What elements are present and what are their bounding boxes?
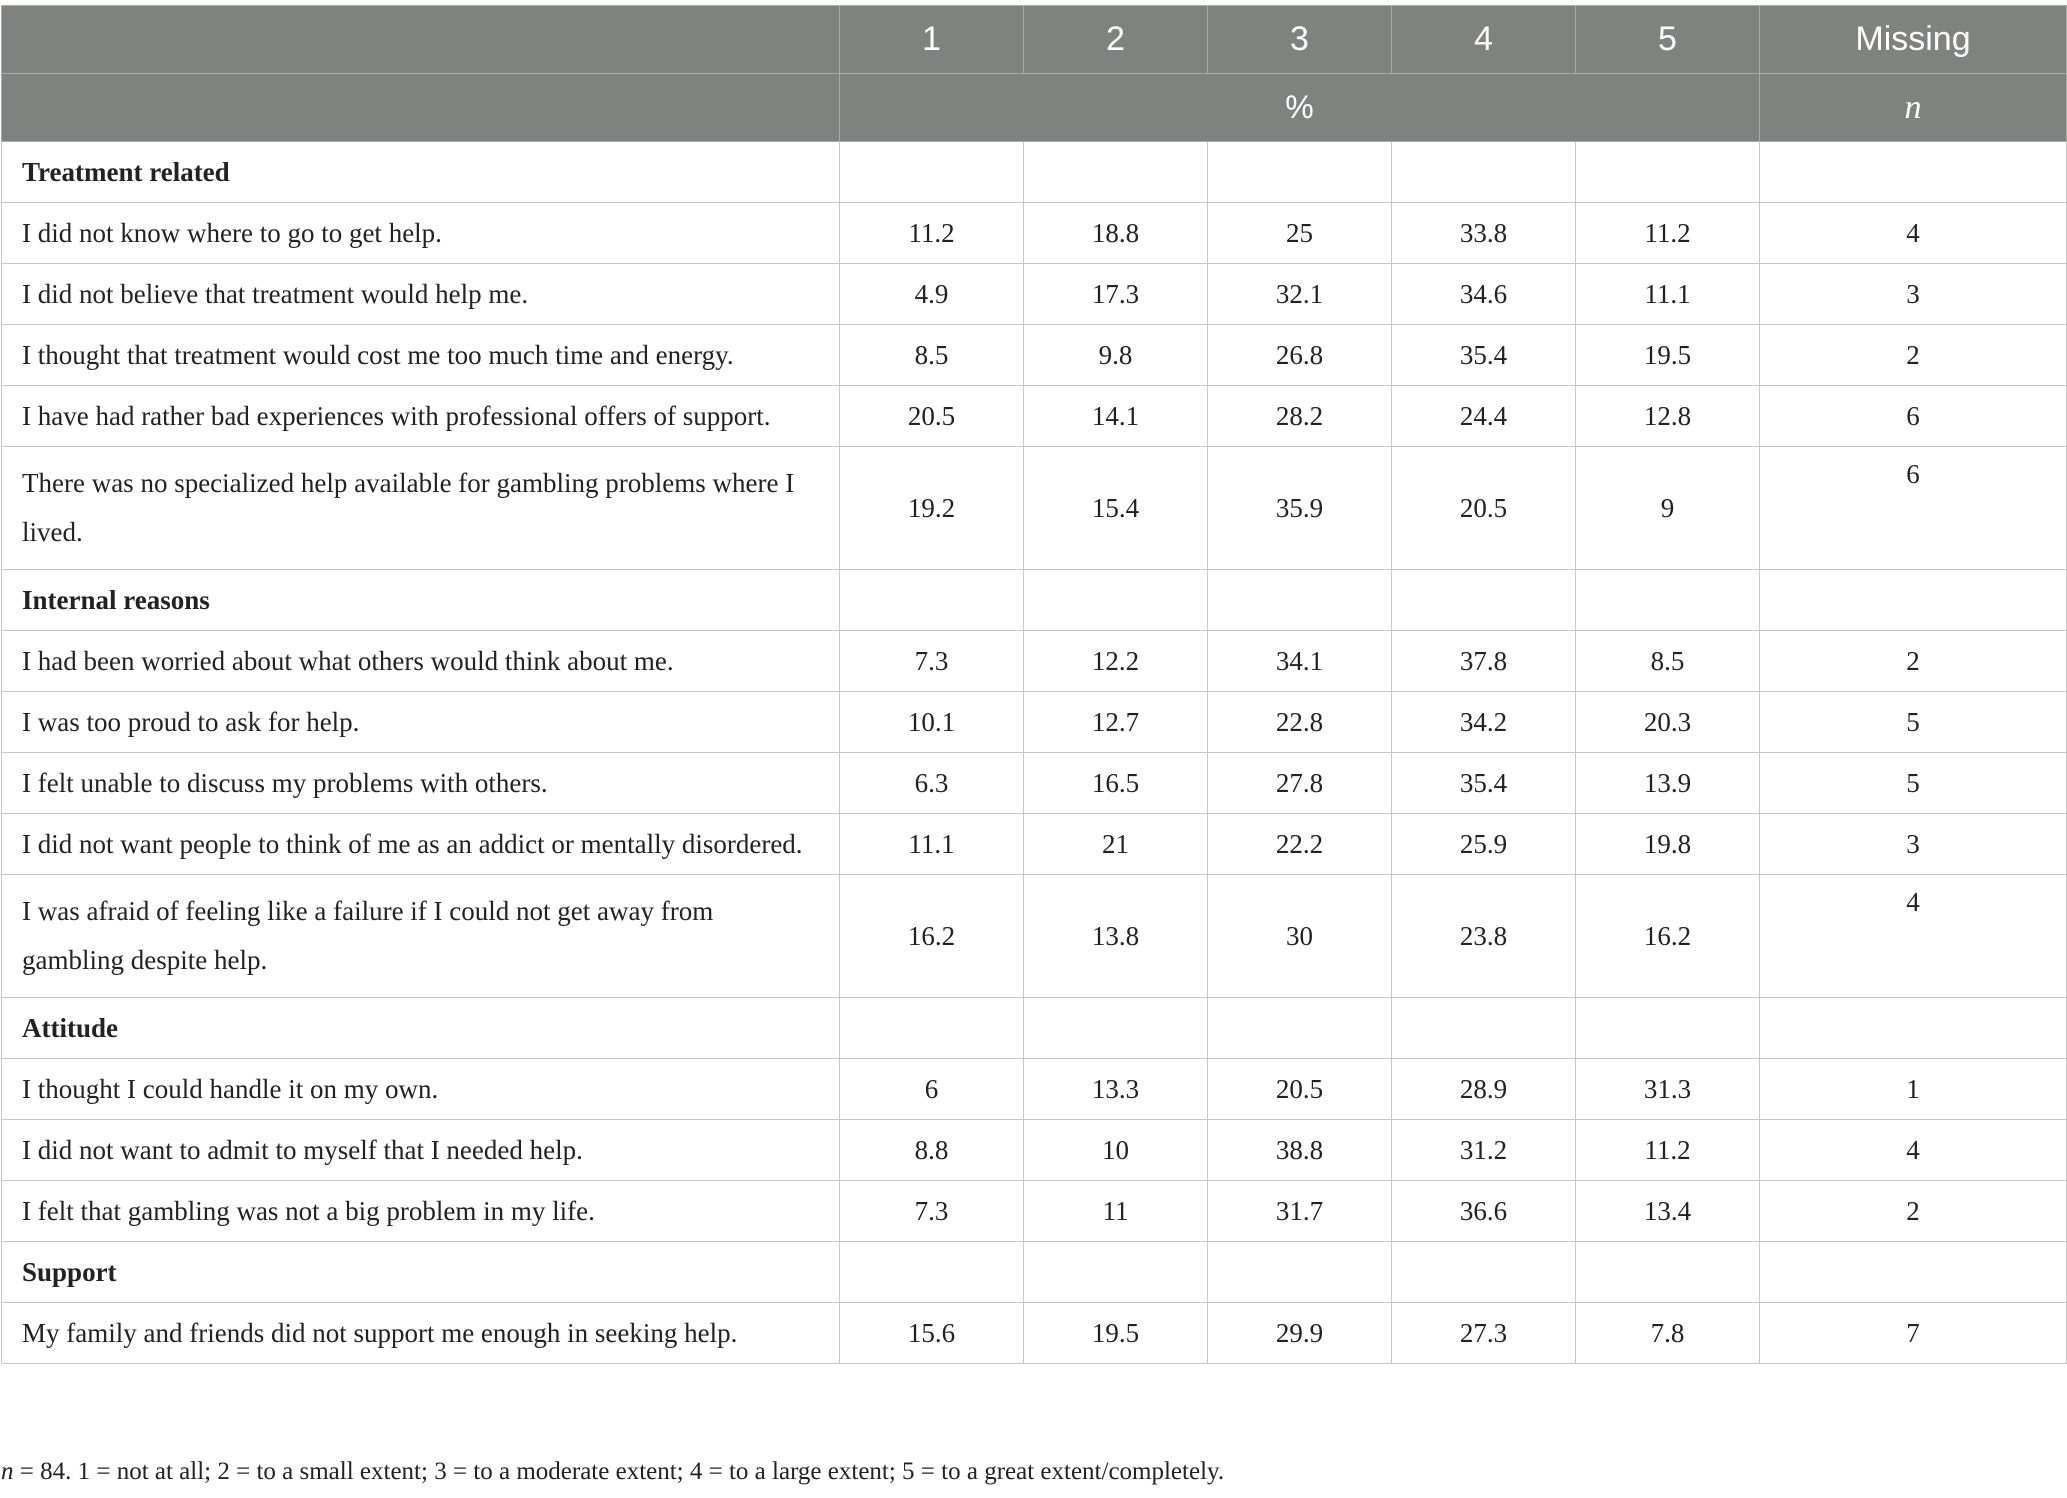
header-row-scale [2,6,2067,74]
missing-cell: 2 [1760,1181,2067,1242]
empty-cell [840,570,1024,631]
value-cell-1: 11.1 [840,814,1024,875]
row-label: My family and friends did not support me enough in seeking help. [2,1303,840,1364]
value-cell-2: 19.5 [1024,1303,1208,1364]
value-cell-3: 34.1 [1208,631,1392,692]
section-title: Attitude [2,998,840,1059]
results-table-container [1,5,2066,1364]
missing-cell: 2 [1760,631,2067,692]
header-n: n [1760,74,2067,142]
missing-cell: 7 [1760,1303,2067,1364]
value-cell-1: 8.8 [840,1120,1024,1181]
value-cell-1: 11.2 [840,203,1024,264]
value-cell-3: 22.2 [1208,814,1392,875]
value-cell-2: 16.5 [1024,753,1208,814]
missing-cell: 4 [1760,203,2067,264]
value-cell-1: 16.2 [840,875,1024,998]
missing-cell: 6 [1760,447,2067,570]
table-row [2,264,2067,325]
value-cell-5: 19.8 [1576,814,1760,875]
table-row [2,1303,2067,1364]
table-row [2,1059,2067,1120]
row-label: I did not want people to think of me as an addict or mentally disordered. [2,814,840,875]
empty-cell [1576,142,1760,203]
empty-cell [1576,570,1760,631]
section-row [2,570,2067,631]
table-row [2,875,2067,998]
empty-cell [1208,998,1392,1059]
empty-cell [1208,142,1392,203]
table-row [2,1181,2067,1242]
empty-cell [1576,998,1760,1059]
value-cell-4: 23.8 [1392,875,1576,998]
header-cell-2: 2 [1024,6,1208,74]
value-cell-3: 38.8 [1208,1120,1392,1181]
value-cell-2: 17.3 [1024,264,1208,325]
header-cell-missing: Missing [1760,6,2067,74]
value-cell-1: 7.3 [840,631,1024,692]
footnote-text: = 84. 1 = not at all; 2 = to a small extent; 3 = to a moderate extent; 4 = to a large extent; 5 = to a great extent/completely. [13,1458,1225,1485]
value-cell-4: 35.4 [1392,753,1576,814]
empty-cell [1024,142,1208,203]
section-row [2,1242,2067,1303]
value-cell-4: 36.6 [1392,1181,1576,1242]
row-label: There was no specialized help available for gambling problems where I lived. [2,447,840,570]
missing-cell: 5 [1760,753,2067,814]
missing-cell: 3 [1760,814,2067,875]
value-cell-5: 19.5 [1576,325,1760,386]
row-label: I thought that treatment would cost me too much time and energy. [2,325,840,386]
value-cell-2: 11 [1024,1181,1208,1242]
header-cell-5: 5 [1576,6,1760,74]
value-cell-3: 22.8 [1208,692,1392,753]
header-percent: % [840,74,1760,142]
missing-cell: 1 [1760,1059,2067,1120]
value-cell-2: 14.1 [1024,386,1208,447]
missing-cell: 6 [1760,386,2067,447]
table-row [2,447,2067,570]
value-cell-2: 15.4 [1024,447,1208,570]
header-cell-3: 3 [1208,6,1392,74]
table-row [2,753,2067,814]
value-cell-1: 20.5 [840,386,1024,447]
section-title: Support [2,1242,840,1303]
table-row [2,814,2067,875]
value-cell-3: 29.9 [1208,1303,1392,1364]
value-cell-2: 18.8 [1024,203,1208,264]
value-cell-4: 35.4 [1392,325,1576,386]
row-label: I was afraid of feeling like a failure if I could not get away from gambling despite help. [2,875,840,998]
value-cell-3: 27.8 [1208,753,1392,814]
missing-cell: 5 [1760,692,2067,753]
empty-cell [1760,570,2067,631]
value-cell-3: 28.2 [1208,386,1392,447]
value-cell-3: 35.9 [1208,447,1392,570]
value-cell-3: 31.7 [1208,1181,1392,1242]
section-row [2,998,2067,1059]
table-row [2,1120,2067,1181]
table-row [2,386,2067,447]
value-cell-1: 6.3 [840,753,1024,814]
table-header [2,6,2067,142]
value-cell-4: 25.9 [1392,814,1576,875]
empty-cell [1576,1242,1760,1303]
empty-cell [1024,570,1208,631]
value-cell-2: 13.8 [1024,875,1208,998]
value-cell-2: 12.2 [1024,631,1208,692]
empty-cell [1024,1242,1208,1303]
results-table [1,5,2067,1364]
value-cell-5: 11.1 [1576,264,1760,325]
missing-cell: 3 [1760,264,2067,325]
value-cell-3: 30 [1208,875,1392,998]
value-cell-5: 8.5 [1576,631,1760,692]
header-cell-4: 4 [1392,6,1576,74]
empty-cell [1024,998,1208,1059]
value-cell-1: 4.9 [840,264,1024,325]
row-label: I felt that gambling was not a big problem in my life. [2,1181,840,1242]
value-cell-5: 7.8 [1576,1303,1760,1364]
header-units-blank [2,74,840,142]
value-cell-2: 12.7 [1024,692,1208,753]
value-cell-5: 9 [1576,447,1760,570]
header-cell-blank [2,6,840,74]
row-label: I did not believe that treatment would help me. [2,264,840,325]
row-label: I felt unable to discuss my problems with others. [2,753,840,814]
missing-cell: 4 [1760,1120,2067,1181]
empty-cell [1760,142,2067,203]
empty-cell [840,1242,1024,1303]
value-cell-1: 8.5 [840,325,1024,386]
value-cell-3: 26.8 [1208,325,1392,386]
value-cell-2: 9.8 [1024,325,1208,386]
empty-cell [1208,1242,1392,1303]
value-cell-4: 24.4 [1392,386,1576,447]
empty-cell [1760,1242,2067,1303]
value-cell-3: 25 [1208,203,1392,264]
header-cell-1: 1 [840,6,1024,74]
value-cell-2: 10 [1024,1120,1208,1181]
value-cell-5: 20.3 [1576,692,1760,753]
value-cell-5: 13.9 [1576,753,1760,814]
table-row [2,325,2067,386]
value-cell-2: 21 [1024,814,1208,875]
table-row [2,631,2067,692]
section-title: Internal reasons [2,570,840,631]
value-cell-4: 31.2 [1392,1120,1576,1181]
empty-cell [840,998,1024,1059]
value-cell-5: 13.4 [1576,1181,1760,1242]
value-cell-5: 11.2 [1576,1120,1760,1181]
empty-cell [1760,998,2067,1059]
header-row-units [2,74,2067,142]
empty-cell [1208,570,1392,631]
value-cell-3: 32.1 [1208,264,1392,325]
empty-cell [1392,570,1576,631]
value-cell-1: 15.6 [840,1303,1024,1364]
missing-cell: 2 [1760,325,2067,386]
table-row [2,692,2067,753]
value-cell-4: 34.2 [1392,692,1576,753]
empty-cell [840,142,1024,203]
table-body [2,142,2067,1364]
value-cell-4: 34.6 [1392,264,1576,325]
value-cell-1: 19.2 [840,447,1024,570]
empty-cell [1392,1242,1576,1303]
section-title: Treatment related [2,142,840,203]
row-label: I thought I could handle it on my own. [2,1059,840,1120]
table-footnote [1,1458,1224,1486]
section-row [2,142,2067,203]
value-cell-4: 27.3 [1392,1303,1576,1364]
missing-cell: 4 [1760,875,2067,998]
row-label: I did not want to admit to myself that I needed help. [2,1120,840,1181]
value-cell-1: 6 [840,1059,1024,1120]
row-label: I did not know where to go to get help. [2,203,840,264]
row-label: I have had rather bad experiences with professional offers of support. [2,386,840,447]
value-cell-2: 13.3 [1024,1059,1208,1120]
value-cell-4: 20.5 [1392,447,1576,570]
value-cell-5: 12.8 [1576,386,1760,447]
value-cell-4: 37.8 [1392,631,1576,692]
empty-cell [1392,998,1576,1059]
value-cell-4: 33.8 [1392,203,1576,264]
value-cell-4: 28.9 [1392,1059,1576,1120]
footnote-n-symbol: n [1,1458,14,1485]
value-cell-5: 11.2 [1576,203,1760,264]
value-cell-3: 20.5 [1208,1059,1392,1120]
value-cell-1: 10.1 [840,692,1024,753]
value-cell-5: 31.3 [1576,1059,1760,1120]
row-label: I had been worried about what others would think about me. [2,631,840,692]
table-row [2,203,2067,264]
empty-cell [1392,142,1576,203]
value-cell-5: 16.2 [1576,875,1760,998]
value-cell-1: 7.3 [840,1181,1024,1242]
row-label: I was too proud to ask for help. [2,692,840,753]
